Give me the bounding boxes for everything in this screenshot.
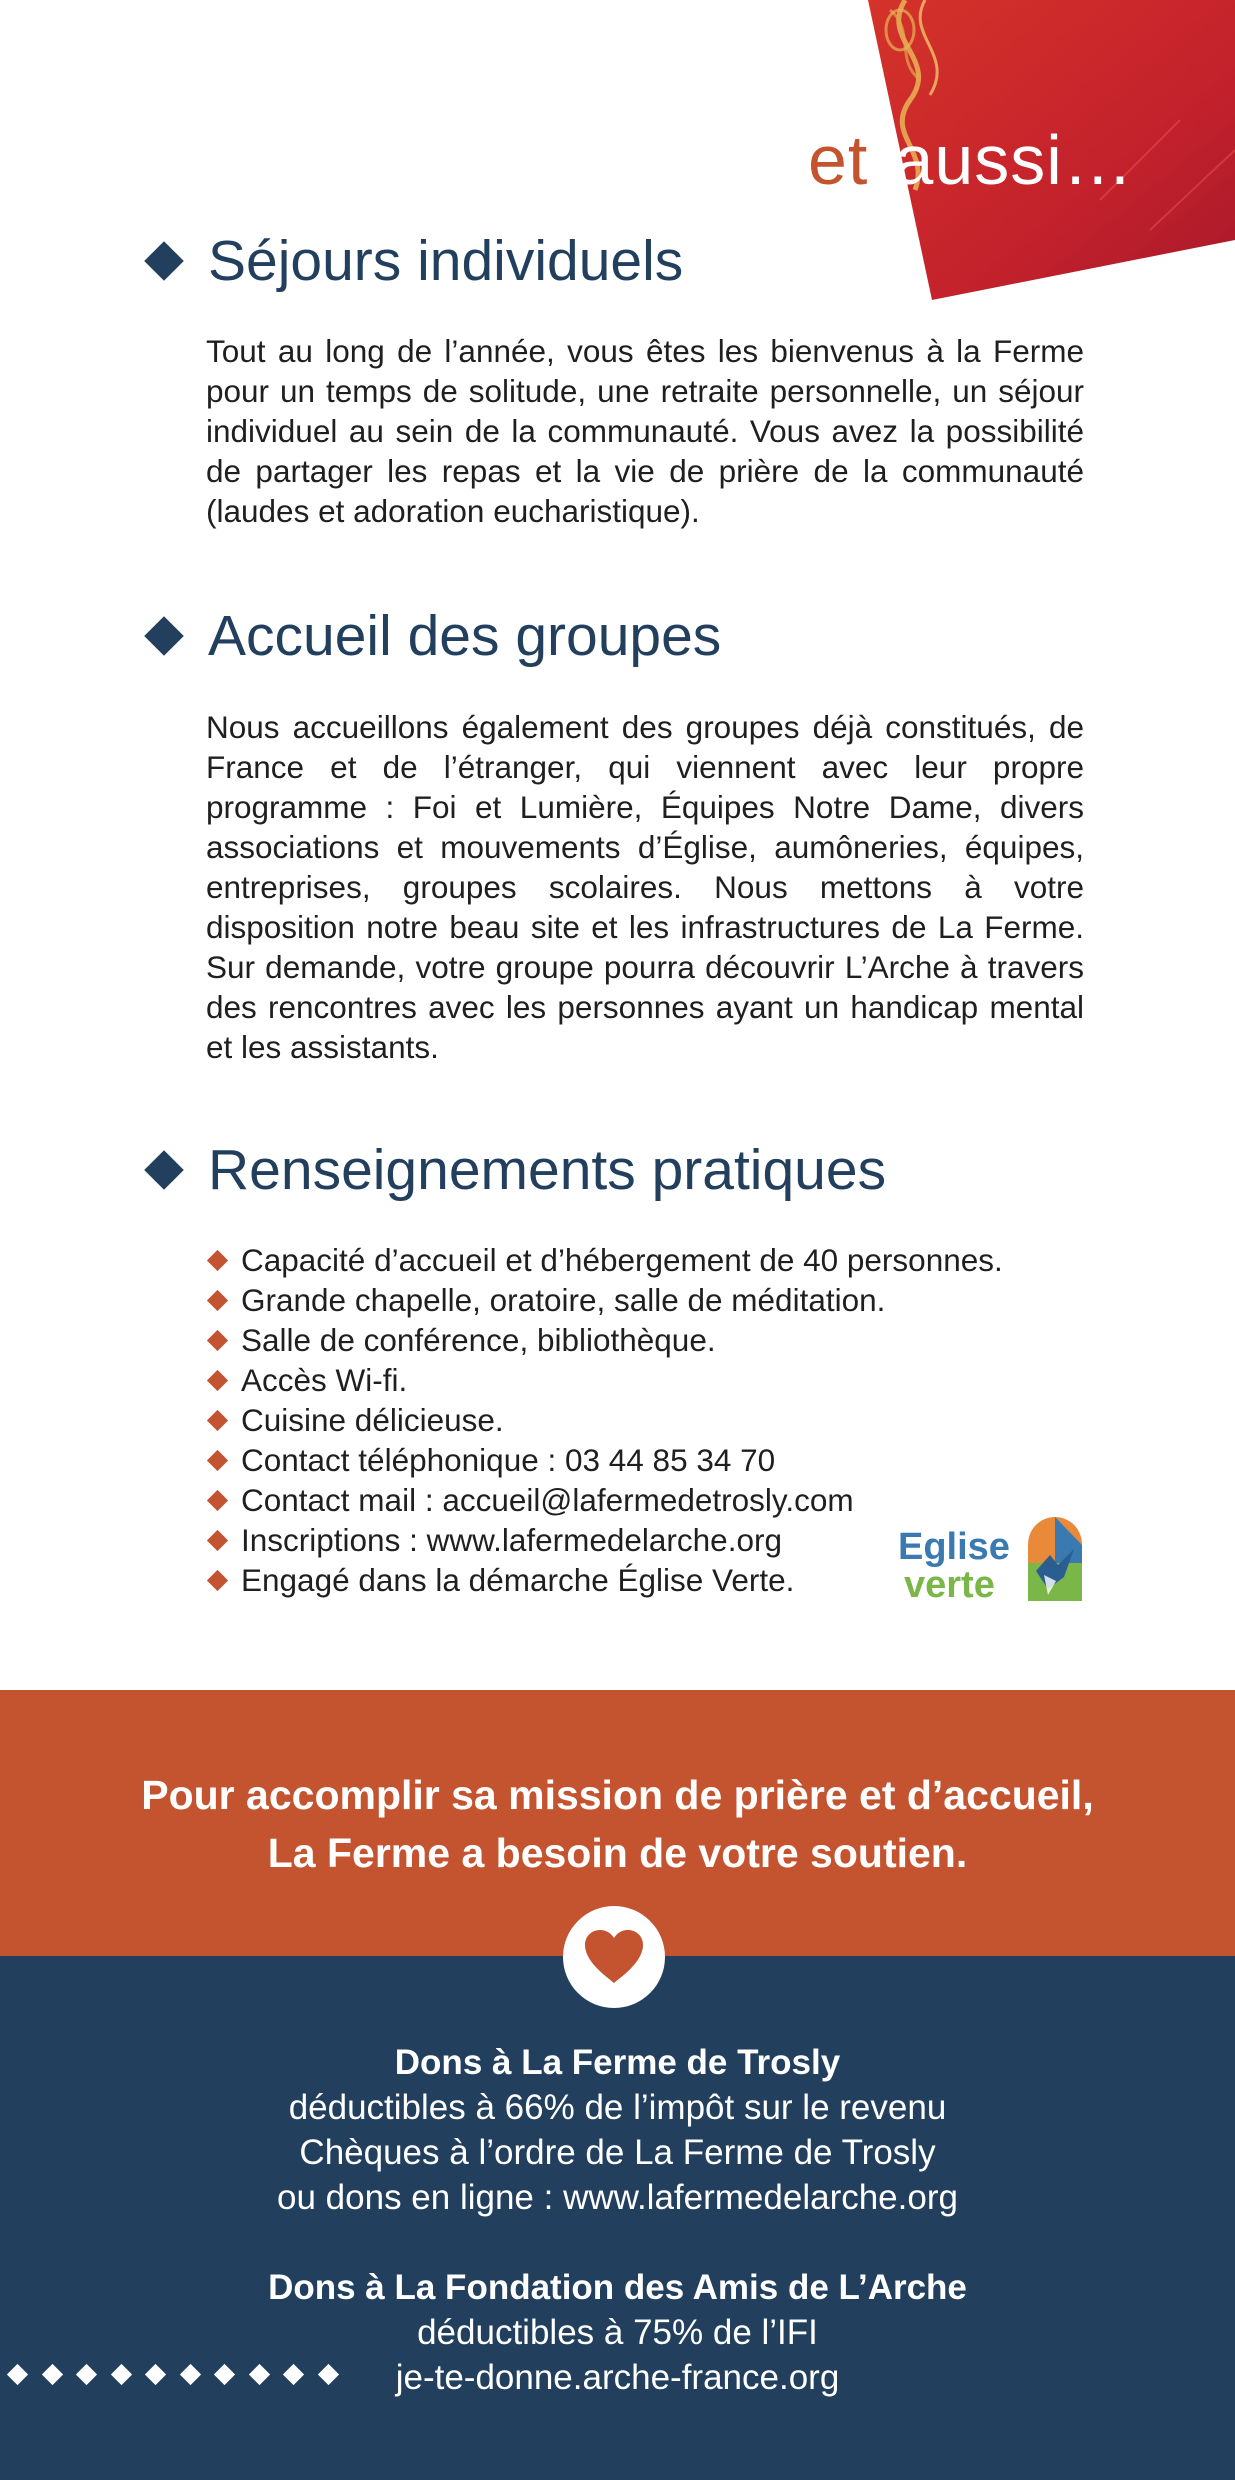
diamond-bullet-icon [207, 1329, 228, 1350]
donation-line: Chèques à l’ordre de La Ferme de Trosly [299, 2133, 936, 2172]
diamond-bullet-icon [144, 1150, 184, 1190]
list-item [206, 1320, 1003, 1360]
diamond-bullet-icon [207, 1369, 228, 1390]
logo-line1: Eglise [898, 1526, 1010, 1568]
list-item-text: Cuisine délicieuse. [241, 1401, 504, 1438]
appeal-line-2: La Ferme a besoin de votre soutien. [267, 1830, 968, 1876]
diamond-bullet-icon [214, 2364, 235, 2385]
list-item-text: Salle de conférence, bibliothèque. [241, 1321, 716, 1358]
heart-badge [563, 1906, 665, 2008]
logo-line2: verte [904, 1564, 995, 1605]
donation-block-ferme [0, 2040, 1235, 2220]
dove-icon [1028, 1517, 1082, 1601]
diamond-bullet-icon [144, 616, 184, 656]
section-heading-et-aussi [808, 120, 1134, 200]
list-item-text: Engagé dans la démarche Église Verte. [241, 1561, 795, 1598]
list-item [206, 1480, 1003, 1520]
section-title-text: Accueil des groupes [208, 604, 722, 668]
diamond-bullet-icon [207, 1409, 228, 1430]
heading-word-et: et [808, 121, 869, 199]
list-item-text: Grande chapelle, oratoire, salle de méditation. [241, 1281, 886, 1318]
donation-title: Dons à La Ferme de Trosly [394, 2043, 841, 2082]
list-item [206, 1440, 1003, 1480]
list-item [206, 1400, 1003, 1440]
list-item [206, 1280, 1003, 1320]
diamond-bullet-icon [207, 1289, 228, 1310]
diamond-bullet-icon [207, 1529, 228, 1550]
diamond-bullet-icon [76, 2364, 97, 2385]
donation-line[interactable]: ou dons en ligne : www.lafermedelarche.org [277, 2178, 958, 2217]
diamond-bullet-icon [248, 2364, 269, 2385]
donation-link[interactable]: je-te-donne.arche-france.org [395, 2358, 840, 2397]
list-item [206, 1560, 1003, 1600]
appeal-line-1: Pour accomplir sa mission de prière et d’accueil, [141, 1772, 1094, 1818]
eglise-verte-logo [898, 1515, 1086, 1605]
heart-icon [583, 1929, 645, 1985]
diamond-bullet-icon [110, 2364, 131, 2385]
list-item-text: Capacité d’accueil et d’hébergement de 40 personnes. [241, 1241, 1003, 1278]
donation-title: Dons à La Fondation des Amis de L’Arche [268, 2268, 967, 2307]
diamond-bullet-icon [207, 1489, 228, 1510]
list-item [206, 1360, 1003, 1400]
diamond-bullet-icon [145, 2364, 166, 2385]
list-item-text: Contact mail : accueil@lafermedetrosly.com [241, 1481, 854, 1518]
heading-word-aussi: aussi… [894, 121, 1134, 199]
section-title-accueil-groupes [146, 603, 721, 669]
diamond-bullet-icon [144, 241, 184, 281]
support-appeal-text [0, 1766, 1235, 1882]
diamond-bullet-icon [207, 1569, 228, 1590]
decorative-diamond-row [10, 2367, 355, 2382]
list-item-text: Contact téléphonique : 03 44 85 34 70 [241, 1441, 776, 1478]
diamond-bullet-icon [317, 2364, 338, 2385]
donation-line: déductibles à 75% de l’IFI [417, 2313, 818, 2352]
section-text-sejours: Tout au long de l’année, vous êtes les bienvenus à la Ferme pour un temps de solitude, une retraite personnelle, un séjour individuel au sein de la communauté. Vous avez la possibilité de partager les repas et la vie de prière de la communauté (laudes et adoration eucharistique). [206, 333, 1084, 529]
diamond-bullet-icon [207, 1449, 228, 1470]
diamond-bullet-icon [179, 2364, 200, 2385]
section-title-sejours [146, 228, 683, 294]
list-item [206, 1240, 1003, 1280]
diamond-bullet-icon [7, 2364, 28, 2385]
practical-info-list [206, 1240, 1003, 1600]
section-text-accueil-groupes: Nous accueillons également des groupes déjà constitués, de France et de l’étranger, qui viennent avec leur propre programme : Foi et Lumière, Équipes Notre Dame, divers associations et mouvements d’Église, aumôneries, équipes, entreprises, groupes scolaires. Nous mettons à votre disposition notre beau site et les infrastructures de La Ferme. Sur demande, votre groupe pourra découvrir L’Arche à travers des rencontres avec les personnes ayant un handicap mental et les assistants. [206, 709, 1084, 1065]
diamond-bullet-icon [41, 2364, 62, 2385]
section-title-text: Séjours individuels [208, 229, 684, 293]
list-item-text: Inscriptions : www.lafermedelarche.org [241, 1521, 782, 1558]
section-title-text: Renseignements pratiques [208, 1138, 887, 1202]
donation-line: déductibles à 66% de l’impôt sur le revenu [288, 2088, 947, 2127]
section-title-renseignements [146, 1137, 886, 1203]
list-item-text: Accès Wi-fi. [241, 1361, 408, 1398]
list-item [206, 1520, 1003, 1560]
diamond-bullet-icon [207, 1249, 228, 1270]
diamond-bullet-icon [283, 2364, 304, 2385]
